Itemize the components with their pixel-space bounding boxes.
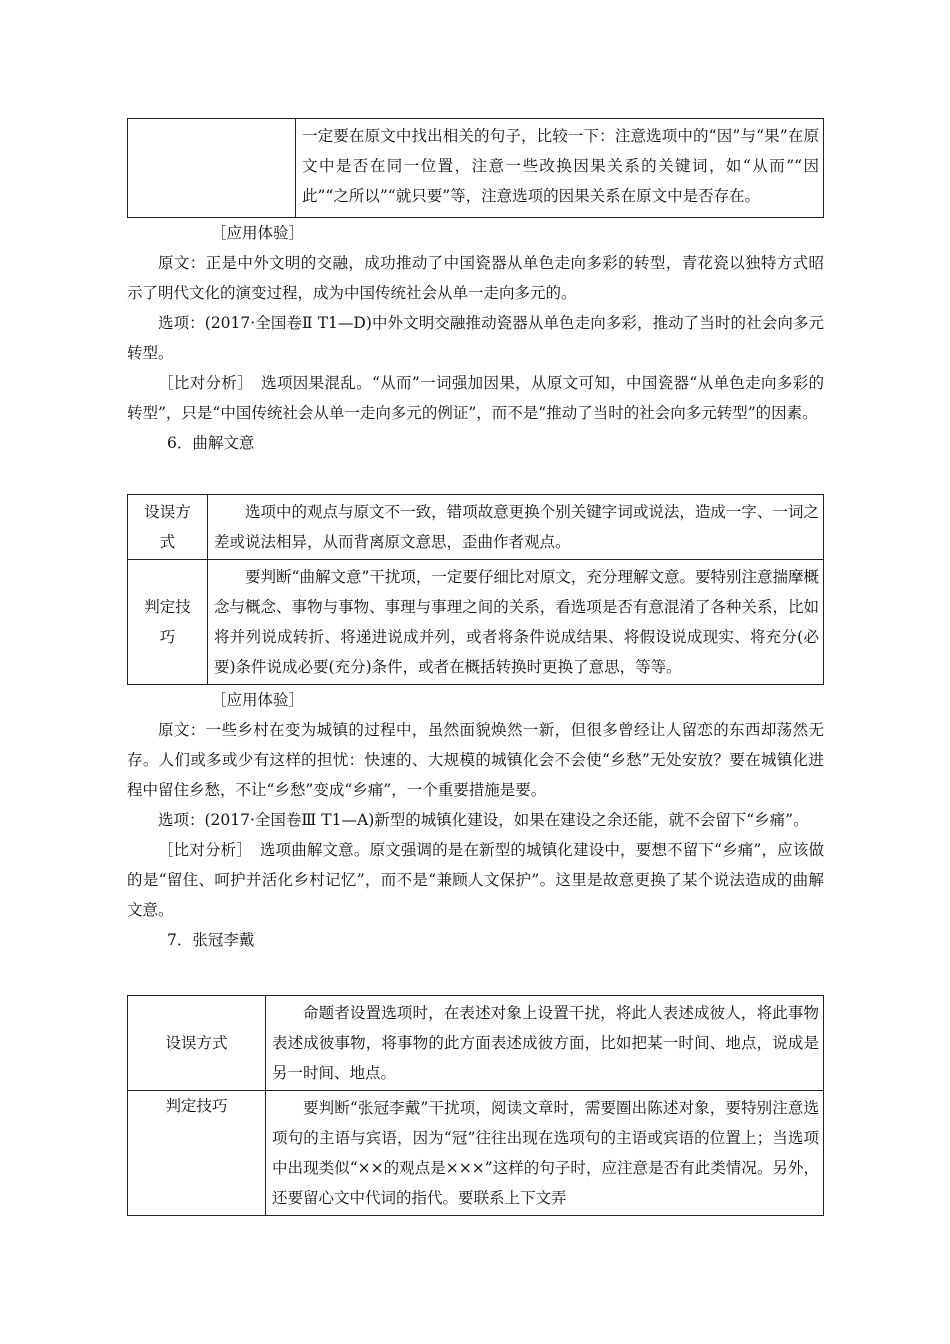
row-text-judge-tip: 要判断“曲解文意”干扰项，一定要仔细比对原文，充分理解文意。要特别注意揣摩概念与概念、事物与事物、事理与事理之间的关系，看选项是否有意混淆了各种关系，比如将并列说成转折、将递进说成并列，或者将条件说成结果、将假设说成现实、将充分(必要)条件说成必要(充分)条件，或者在概括转换时更换了意思，等等。 (214, 568, 819, 676)
table-row (128, 560, 824, 685)
section-heading-6: 6．曲解文意 (167, 434, 255, 452)
table-row (128, 495, 824, 560)
experience-analysis: ［比对分析］ 选项曲解文意。原文强调的是在新型的城镇化建设中，要想不留下“乡痛”，应该做的是“留住、呵护并活化乡村记忆”，而不是“兼顾人文保护”。这里是故意更换了某个说法造成的曲解文意。 (127, 841, 824, 919)
table-row (128, 1091, 824, 1216)
row-label-judge-tip: 判定技巧 (165, 1097, 228, 1115)
table-row (128, 996, 824, 1091)
table-content-cell (266, 1091, 824, 1216)
section-heading-7: 7．张冠李戴 (167, 931, 255, 949)
experience-option: 选项：(2017·全国卷Ⅱ T1—D)中外文明交融推动瓷器从单色走向多彩，推动了当时的社会向多元转型。 (127, 314, 824, 362)
document-page (127, 118, 824, 1216)
experience-tag: ［应用体验］ (211, 691, 305, 709)
experience-original: 原文：正是中外文明的交融，成功推动了中国瓷器从单色走向多彩的转型，青花瓷以独特方式昭示了明代文化的演变过程，成为中国传统社会从单一走向多元的。 (127, 254, 824, 302)
table-content-cell (208, 560, 824, 685)
row-text-judge-tip: 要判断“张冠李戴”干扰项，阅读文章时，需要圈出陈述对象，要特别注意选项句的主语与宾语，因为“冠”往往出现在选项句的主语或宾语的位置上；当选项中出现类似“××的观点是×××”这样的句子时，应注意是否有此类情况。另外，还要留心文中代词的指代。要联系上下文弄 (272, 1099, 819, 1207)
table-content-cell (296, 119, 824, 218)
table-label-cell-empty (128, 119, 296, 218)
experience-analysis: ［比对分析］ 选项因果混乱。“从而”一词强加因果，从原文可知，中国瓷器“从单色走向多彩的转型”，只是“中国传统社会从单一走向多元的例证”，而不是“推动了当时的社会向多元转型”的因素。 (127, 374, 824, 422)
table-misinterpretation (127, 494, 824, 685)
table-content-cell (208, 495, 824, 560)
experience-tag: ［应用体验］ (211, 224, 305, 242)
table-content-cell (266, 996, 824, 1091)
table-content-text: 一定要在原文中找出相关的句子，比较一下：注意选项中的“因”与“果”在原文中是否在同一位置，注意一些改换因果关系的关键词，如“从而”“因此”“之所以”“就只要”等，注意选项的因果关系在原文中是否存在。 (302, 127, 819, 205)
table-row (128, 119, 824, 218)
experience-original: 原文：一些乡村在变为城镇的过程中，虽然面貌焕然一新，但很多曾经让人留恋的东西却荡然无存。人们或多或少有这样的担忧：快速的、大规模的城镇化会不会使“乡愁”无处安放？要在城镇化进程中留住乡愁，不让“乡愁”变成“乡痛”，一个重要措施是要。 (127, 721, 824, 799)
row-label-judge-tip: 判定技巧 (144, 598, 191, 646)
table-label-cell (128, 495, 208, 560)
table-label-cell (128, 1091, 266, 1216)
row-label-error-mode: 设误方式 (165, 1034, 228, 1052)
table-cause-effect-continued (127, 118, 824, 218)
row-text-error-mode: 选项中的观点与原文不一致，错项故意更换个别关键字词或说法，造成一字、一词之差或说法相异，从而背离原文意思，歪曲作者观点。 (214, 503, 819, 551)
table-label-cell (128, 996, 266, 1091)
experience-option: 选项：(2017·全国卷Ⅲ T1—A)新型的城镇化建设，如果在建设之余还能，就不会留下“乡痛”。 (158, 811, 809, 829)
row-text-error-mode: 命题者设置选项时，在表述对象上设置干扰，将此人表述成彼人，将此事物表述成彼事物，将事物的此方面表述成彼方面，比如把某一时间、地点，说成是另一时间、地点。 (272, 1004, 819, 1082)
row-label-error-mode: 设误方式 (144, 503, 191, 551)
table-label-cell (128, 560, 208, 685)
table-misattribution (127, 995, 824, 1216)
